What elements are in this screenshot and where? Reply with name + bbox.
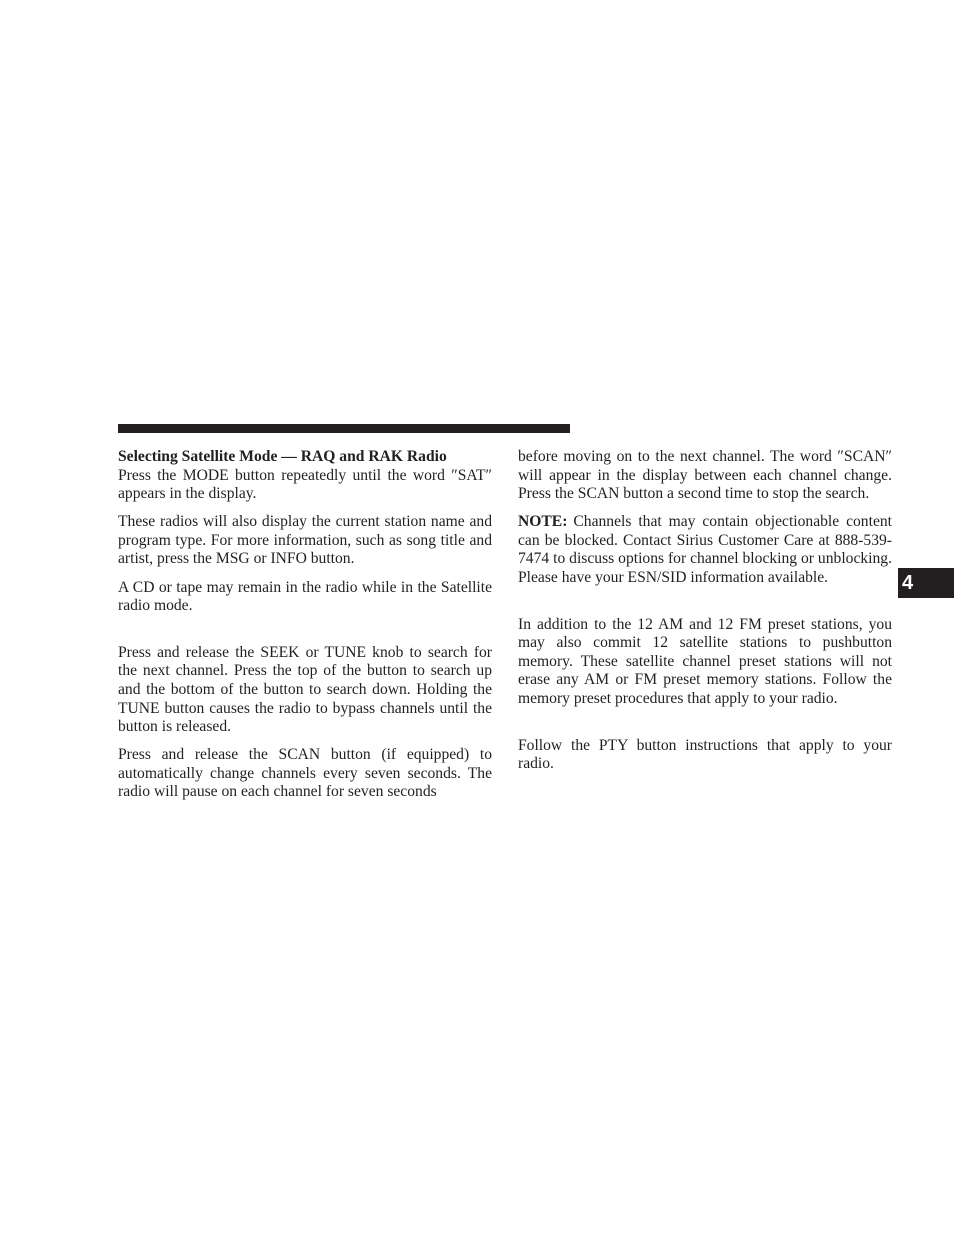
- display-info-paragraph: These radios will also display the current station name and program type. For more information, such as song title and artist, press the MSG or INFO button.: [118, 513, 492, 568]
- chapter-tab: 4: [898, 568, 954, 598]
- cd-tape-paragraph: A CD or tape may remain in the radio while in the Satellite radio mode.: [118, 578, 492, 615]
- pty-paragraph: Follow the PTY button instructions that apply to your radio.: [518, 736, 892, 773]
- note-paragraph: [518, 513, 892, 587]
- note-label: NOTE:: [518, 513, 568, 531]
- section-spacer: [518, 597, 892, 616]
- section-heading: Selecting Satellite Mode — RAQ and RAK Radio: [118, 448, 447, 465]
- scan-continued-paragraph: before moving on to the next channel. The word ″SCAN″ will appear in the display between each channel change. Press the SCAN button a second time to stop the search.: [518, 448, 892, 503]
- section-spacer: [518, 718, 892, 737]
- left-column: [118, 448, 492, 812]
- right-column: [518, 448, 892, 783]
- preset-paragraph: In addition to the 12 AM and 12 FM preset stations, you may also commit 12 satellite stations to pushbutton memory. These satellite channel preset stations will not erase any AM or FM preset memory stations. Follow the memory preset procedures that apply to your radio.: [518, 615, 892, 708]
- section-spacer: [118, 625, 492, 644]
- satellite-mode-paragraph: [118, 448, 492, 504]
- mode-instruction-text: Press the MODE button repeatedly until the word ″SAT″ appears in the display.: [118, 466, 492, 503]
- section-rule: [118, 424, 570, 433]
- scan-paragraph: Press and release the SCAN button (if equipped) to automatically change channels every seven seconds. The radio will pause on each channel for seven seconds: [118, 746, 492, 801]
- seek-tune-paragraph: Press and release the SEEK or TUNE knob to search for the next channel. Press the top of the button to search up and the bottom of the button to search down. Holding the TUNE button causes the radio to bypass channels until the button is released.: [118, 643, 492, 736]
- note-text: Channels that may contain objectionable content can be blocked. Contact Sirius Customer Care at 888-539-7474 to discuss options for channel blocking or unblocking. Please have your ESN/SID information available.: [518, 513, 892, 587]
